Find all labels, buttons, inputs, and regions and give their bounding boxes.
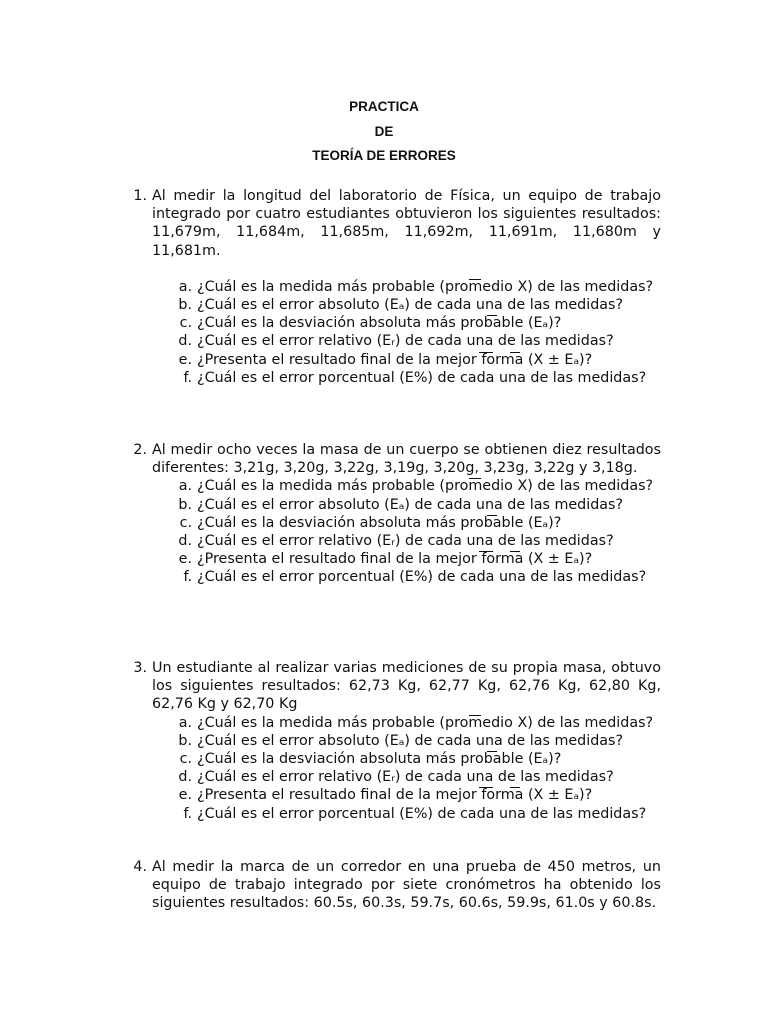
question-3: [125, 659, 661, 823]
sub-question-e: [170, 550, 661, 568]
overline-mark: [469, 478, 481, 479]
sub-question-c: [170, 514, 661, 532]
sub-question-text: ¿Presenta el resultado final de la mejor forma (X ± Eₐ)?: [197, 351, 593, 368]
sub-question-text: ¿Cuál es la medida más probable (promedio X) de las medidas?: [197, 278, 654, 295]
sub-question-letter: b.: [178, 732, 192, 749]
question-4: [125, 858, 661, 913]
sub-question-text: ¿Cuál es la desviación absoluta más probable (Eₐ)?: [197, 514, 562, 531]
question-number: 3.: [133, 660, 147, 676]
sub-question-text: ¿Cuál es la desviación absoluta más probable (Eₐ)?: [197, 751, 562, 768]
sub-question-letter: a.: [178, 478, 192, 495]
overline-mark: [469, 715, 481, 716]
question-number: 2.: [133, 442, 147, 458]
sub-question-b: [170, 496, 661, 514]
sub-question-text: ¿Cuál es el error porcentual (E%) de cada una de las medidas?: [197, 369, 647, 386]
sub-question-text: ¿Cuál es el error absoluto (Eₐ) de cada una de las medidas?: [197, 496, 624, 513]
question-text: Un estudiante al realizar varias mediciones de su propia masa, obtuvo los siguientes resultados: 62,73 Kg, 62,77 Kg, 62,76 Kg, 62,80 Kg, 62,76 Kg y 62,70 Kg: [152, 660, 661, 713]
sub-question-f: [170, 805, 661, 823]
sub-question-text: ¿Cuál es el error relativo (Eᵣ) de cada una de las medidas?: [197, 533, 614, 550]
sub-question-d: [170, 768, 661, 786]
sub-question-letter: c.: [179, 315, 192, 332]
sub-question-letter: e.: [178, 787, 192, 804]
overline-mark: [479, 352, 493, 353]
question-text: Al medir ocho veces la masa de un cuerpo se obtienen diez resultados diferentes: 3,21g, 3,20g, 3,22g, 3,19g, 3,20g, 3,23g, 3,22g y 3,18g.: [152, 442, 661, 477]
sub-question-letter: d.: [178, 333, 192, 350]
sub-question-text: ¿Cuál es el error absoluto (Eₐ) de cada una de las medidas?: [197, 297, 624, 314]
sub-question-b: [170, 296, 661, 314]
sub-question-letter: b.: [178, 496, 192, 513]
sub-question-a: [170, 714, 661, 732]
sub-question-text: ¿Cuál es la desviación absoluta más probable (Eₐ)?: [197, 315, 562, 332]
sub-question-text: ¿Presenta el resultado final de la mejor forma (X ± Eₐ)?: [197, 551, 593, 568]
sub-question-f: [170, 568, 661, 586]
question-text: Al medir la longitud del laboratorio de Física, un equipo de trabajo integrado por cuatro estudiantes obtuvieron los siguientes resultados: 11,679m, 11,684m, 11,685m, 11,692m, 11,691m, 11,680m y 11,681m.: [152, 188, 661, 259]
sub-question-e: [170, 786, 661, 804]
sub-question-letter: c.: [179, 751, 192, 768]
overline-mark: [479, 787, 493, 788]
sub-question-text: ¿Presenta el resultado final de la mejor forma (X ± Eₐ)?: [197, 787, 593, 804]
overline-mark: [487, 751, 497, 752]
question-2: [125, 441, 661, 587]
sub-question-c: [170, 314, 661, 332]
document-title: [0, 98, 768, 172]
sub-question-letter: b.: [178, 297, 192, 314]
sub-question-letter: a.: [178, 278, 192, 295]
sub-question-letter: f.: [183, 805, 192, 822]
question-number: 1.: [133, 188, 147, 204]
title-line-1: PRACTICA: [349, 99, 419, 114]
overline-mark: [510, 551, 520, 552]
sub-question-d: [170, 332, 661, 350]
sub-question-text: ¿Cuál es la medida más probable (promedio X) de las medidas?: [197, 478, 654, 495]
sub-question-letter: e.: [178, 551, 192, 568]
sub-question-d: [170, 532, 661, 550]
overline-mark: [510, 352, 520, 353]
sub-question-letter: f.: [183, 569, 192, 586]
sub-question-c: [170, 750, 661, 768]
overline-mark: [487, 315, 497, 316]
sub-question-a: [170, 477, 661, 495]
question-1: [125, 187, 661, 387]
sub-question-e: [170, 351, 661, 369]
sub-question-letter: d.: [178, 769, 192, 786]
title-line-2: DE: [374, 123, 394, 139]
sub-question-text: ¿Cuál es el error relativo (Eᵣ) de cada una de las medidas?: [197, 333, 614, 350]
sub-question-list: [170, 714, 661, 823]
sub-question-f: [170, 369, 661, 387]
sub-question-letter: d.: [178, 533, 192, 550]
overline-mark: [487, 515, 497, 516]
sub-question-text: ¿Cuál es el error porcentual (E%) de cada una de las medidas?: [197, 805, 647, 822]
sub-question-letter: a.: [178, 714, 192, 731]
sub-question-list: [170, 278, 661, 387]
question-text: Al medir la marca de un corredor en una prueba de 450 metros, un equipo de trabajo integrado por siete cronómetros ha obtenido los siguientes resultados: 60.5s, 60.3s, 59.7s, 60.6s, 59.9s, 61.0s y 60.8s.: [152, 859, 661, 912]
overline-mark: [510, 787, 520, 788]
overline-mark: [479, 551, 493, 552]
sub-question-letter: e.: [178, 351, 192, 368]
sub-question-b: [170, 732, 661, 750]
question-number: 4.: [133, 859, 147, 875]
sub-question-letter: c.: [179, 514, 192, 531]
sub-question-text: ¿Cuál es el error porcentual (E%) de cada una de las medidas?: [197, 569, 647, 586]
sub-question-text: ¿Cuál es la medida más probable (promedio X) de las medidas?: [197, 714, 654, 731]
sub-question-letter: f.: [183, 369, 192, 386]
title-line-3: TEORÍA DE ERRORES: [312, 148, 456, 163]
sub-question-text: ¿Cuál es el error absoluto (Eₐ) de cada una de las medidas?: [197, 732, 624, 749]
sub-question-list: [170, 477, 661, 586]
overline-mark: [469, 279, 481, 280]
sub-question-text: ¿Cuál es el error relativo (Eᵣ) de cada una de las medidas?: [197, 769, 614, 786]
sub-question-a: [170, 278, 661, 296]
